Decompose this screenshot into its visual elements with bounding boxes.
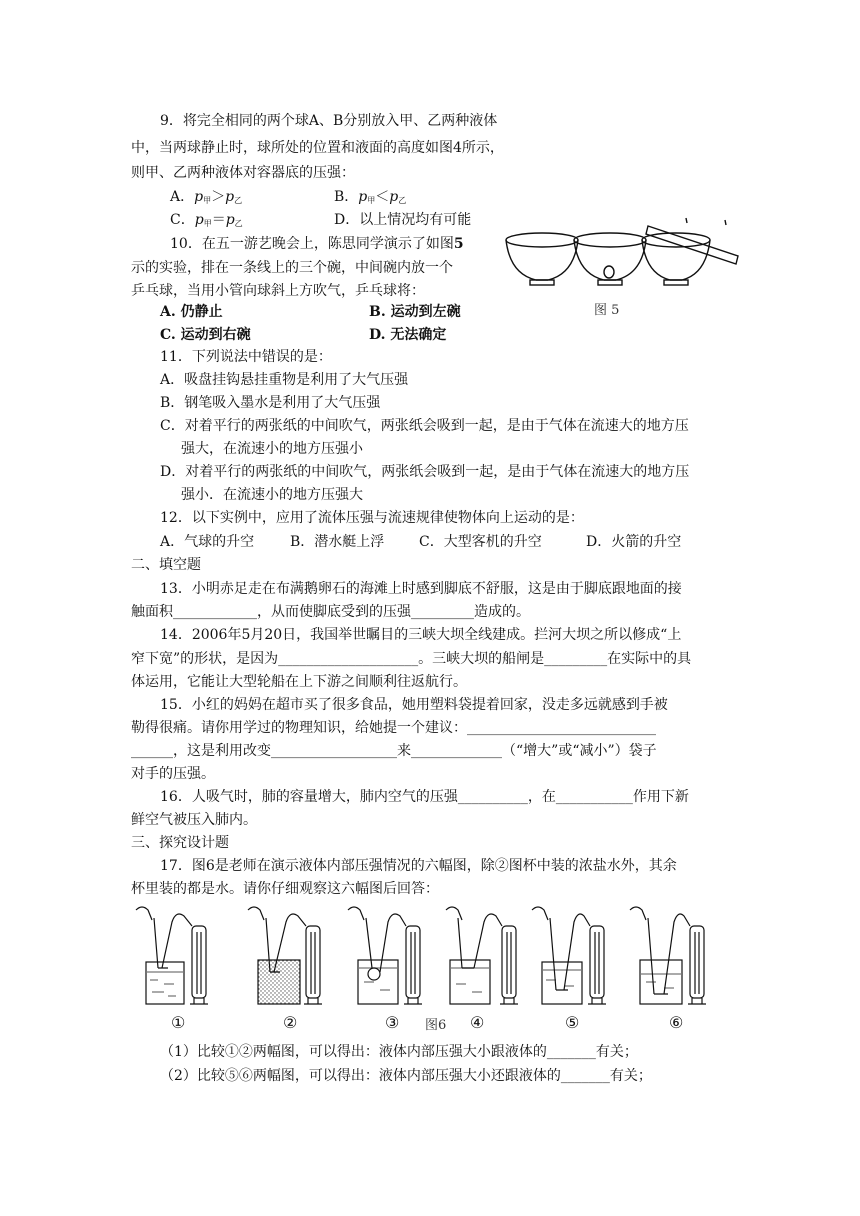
q15-line1: 15．小红的妈妈在超市买了很多食品，她用塑料袋提着回家，没走多远就感到手被 — [160, 697, 668, 713]
right-bowl-body — [642, 240, 710, 280]
q11-option-b: B．钢笔吸入墨水是利用了大气压强 — [160, 395, 381, 411]
q11-option-c-line2: 强大，在流速小的地方压强小 — [181, 441, 363, 457]
manometer-stand — [500, 998, 518, 1004]
beaker-brine — [258, 960, 300, 1004]
middle-bowl-base — [598, 280, 622, 285]
q13-line2: 触面积____________，从而使脚底受到的压强_________造成的。 — [131, 604, 530, 620]
figure-6-label: 图6 — [425, 1018, 447, 1033]
panel-6-apparatus — [630, 907, 706, 1004]
q10-line2: 示的实验，排在一条线上的三个碗，中间碗内放一个 — [131, 260, 453, 276]
panel-3-apparatus — [348, 907, 422, 1004]
water-lines — [450, 968, 490, 992]
figure-6-pressure-apparatus — [128, 902, 728, 1014]
hand-icon — [532, 907, 548, 920]
q13-line1: 13．小明赤足走在布满鹅卵石的海滩上时感到脚底不舒服，这是由于脚底跟地面的接 — [160, 581, 682, 597]
q17-line1: 17．图6是老师在演示液体内部压强情况的六幅图，除②图杯中装的浓盐水外，其余 — [160, 858, 677, 874]
q16-line2: 鲜空气被压入肺内。 — [131, 812, 257, 828]
q11-stem: 11．下列说法中错误的是： — [160, 349, 332, 365]
q17-line2: 杯里装的都是水。请你仔细观察这六幅图后回答： — [131, 881, 439, 897]
u-tube-manometer — [192, 926, 206, 998]
q9-option-d: D．以上情况均有可能 — [334, 212, 472, 228]
left-bowl-rim — [506, 233, 578, 247]
q9-line1: 9．将完全相同的两个球A、B分别放入甲、乙两种液体 — [160, 113, 498, 129]
q16-line1: 16．人吸气时，肺的容量增大，肺内空气的压强__________，在___________作用下新 — [160, 789, 689, 805]
left-bowl-body — [506, 240, 578, 280]
middle-bowl-rim — [574, 233, 646, 247]
left-bowl-base — [530, 280, 554, 285]
hand-icon — [348, 907, 364, 920]
u-tube-manometer — [690, 926, 704, 998]
q14-line2: 窄下宽”的形状，是因为____________________。三峡大坝的船闸是_________在实际中的具 — [131, 651, 692, 667]
hand-icon — [136, 907, 152, 920]
panel-label-2: ② — [283, 1013, 298, 1032]
right-bowl-base — [664, 280, 688, 285]
q12-option-c: C．大型客机的升空 — [419, 534, 542, 550]
u-tube-manometer — [406, 926, 420, 998]
q17-sub2: （2）比较⑤⑥两幅图，可以得出：液体内部压强大小还跟液体的_______有关； — [160, 1068, 652, 1084]
figure-5-label: 图 5 — [594, 303, 620, 318]
panel-label-3: ③ — [385, 1013, 400, 1032]
q10-option-b: B. 运动到左碗 — [369, 304, 461, 320]
q12-option-b: B．潜水艇上浮 — [290, 534, 385, 550]
panel-2-apparatus — [248, 907, 322, 1004]
q9-option-c: C．$p_甲=p_乙$ — [170, 212, 243, 228]
q9-option-a: A．$p_甲>p_乙$ — [170, 189, 243, 205]
q17-sub1: （1）比较①②两幅图，可以得出：液体内部压强大小跟液体的_______有关； — [160, 1044, 638, 1060]
q10-option-a: A. 仍静止 — [160, 304, 223, 320]
q10-line3: 乒乓球，当用小管向球斜上方吹气，乒乓球将： — [131, 283, 425, 299]
manometer-stand — [304, 998, 322, 1004]
u-tube-manometer — [306, 926, 320, 998]
q11-option-a: A．吸盘挂钩悬挂重物是利用了大气压强 — [160, 372, 409, 388]
beaker — [450, 960, 490, 1004]
q11-option-c-line1: C．对着平行的两张纸的中间吹气，两张纸会吸到一起，是由于气体在流速大的地方压 — [160, 418, 689, 434]
hand-icon — [446, 907, 462, 920]
panel-label-6: ⑥ — [669, 1013, 684, 1032]
tick-mark — [686, 218, 687, 223]
tick-mark — [725, 220, 726, 225]
q14-line3: 体运用，它能让大型轮船在上下游之间顺利往返航行。 — [131, 674, 467, 690]
hand-icon — [248, 907, 264, 920]
panel-4-apparatus — [446, 907, 518, 1004]
probe-tube — [154, 914, 192, 968]
beaker — [542, 962, 582, 1004]
u-tube-manometer — [590, 926, 604, 998]
manometer-stand — [688, 998, 706, 1004]
probe-tube — [366, 914, 406, 972]
q12-option-d: D．火箭的升空 — [586, 534, 682, 550]
q15-line4: 对手的压强。 — [131, 766, 215, 782]
panel-5-apparatus — [532, 907, 606, 1004]
figure-5-bowls — [500, 212, 750, 297]
q15-line2: 勒得很痛。请你用学过的物理知识，给她提一个建议：___________________________ — [131, 720, 656, 736]
water-lines — [146, 972, 184, 996]
section-2-heading: 二、填空题 — [131, 557, 201, 573]
probe-tube — [550, 914, 590, 990]
q9-line2: 中，当两球静止时，球所处的位置和液面的高度如图4所示， — [131, 140, 504, 156]
q12-stem: 12．以下实例中，应用了流体压强与流速规律使物体向上运动的是： — [160, 510, 584, 526]
middle-bowl-body — [574, 240, 646, 280]
section-3-heading: 三、探究设计题 — [131, 835, 229, 851]
q9-option-b: B．$p_甲<p_乙$ — [334, 189, 407, 205]
q15-line3: ______，这是利用改变__________________来_____________（“增大”或“减小”）袋子 — [131, 743, 657, 759]
blowing-tube — [646, 226, 738, 264]
q12-option-a: A．气球的升空 — [160, 534, 255, 550]
q11-option-d-line2: 强小．在流速小的地方压强大 — [181, 487, 363, 503]
ping-pong-ball — [604, 266, 614, 278]
panel-1-apparatus — [136, 907, 208, 1004]
manometer-stand — [404, 998, 422, 1004]
probe-head — [368, 968, 380, 980]
manometer-stand — [588, 998, 606, 1004]
q10-option-c: C. 运动到右碗 — [160, 327, 251, 343]
q9-line3: 则甲、乙两种液体对容器底的压强： — [131, 165, 355, 181]
q10-option-d: D. 无法确定 — [369, 327, 447, 343]
hand-icon — [630, 907, 646, 920]
panel-label-5: ⑤ — [565, 1013, 580, 1032]
u-tube-manometer — [502, 926, 516, 998]
q11-option-d-line1: D．对着平行的两张纸的中间吹气，两张纸会吸到一起，是由于气体在流速大的地方压 — [160, 464, 690, 480]
panel-label-4: ④ — [470, 1013, 485, 1032]
water-lines — [542, 970, 582, 986]
panel-label-1: ① — [171, 1013, 186, 1032]
q14-line1: 14．2006年5月20日，我国举世瞩目的三峡大坝全线建成。拦河大坝之所以修成“上 — [160, 627, 682, 643]
q10-line1: 10．在五一游艺晚会上，陈思同学演示了如图5 — [170, 236, 464, 252]
manometer-stand — [190, 998, 208, 1004]
water-lines — [640, 974, 682, 988]
